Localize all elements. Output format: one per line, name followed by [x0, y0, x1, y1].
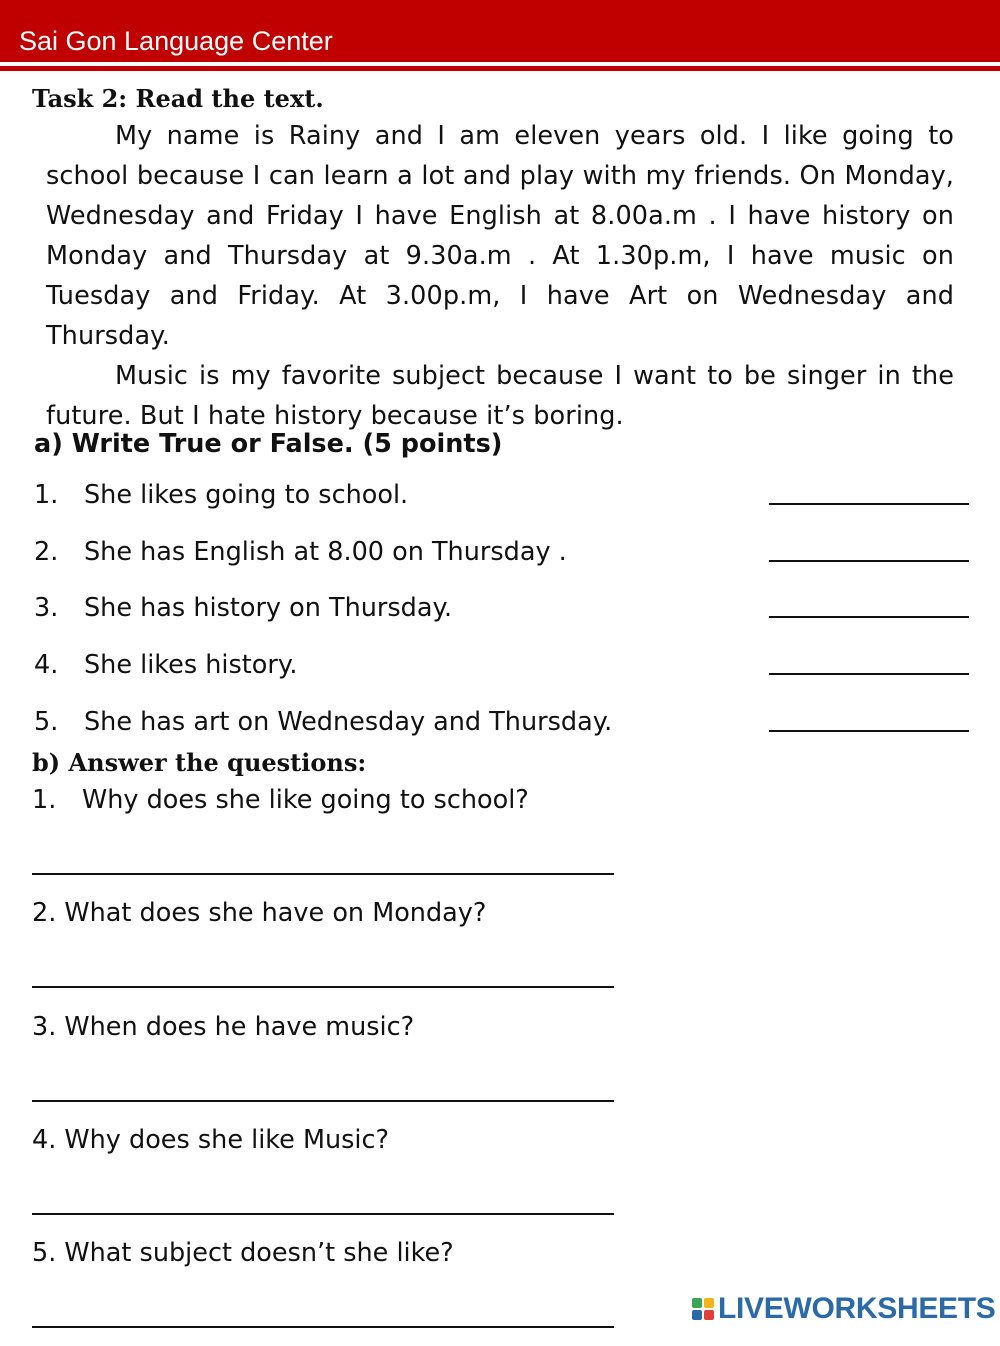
item-number: 1. [34, 480, 59, 510]
question-item [0, 1233, 1000, 1346]
answer-line[interactable] [32, 1100, 614, 1102]
question-text [32, 1233, 454, 1273]
question-label: 5. What subject doesn’t she like? [32, 1238, 454, 1269]
passage-paragraph: Music is my favorite subject because I want to be singer in the future. But I hate history because it’s boring. [46, 361, 954, 431]
question-text [32, 780, 529, 820]
part-a-title: a) Write True or False. (5 points) [34, 429, 503, 459]
statement-text: She has history on Thursday. [84, 593, 453, 624]
true-false-item [0, 588, 1000, 645]
logo-square [692, 1310, 702, 1320]
logo-square [704, 1310, 714, 1320]
true-false-item [0, 645, 1000, 702]
logo-grid-icon [692, 1298, 714, 1320]
logo-square [704, 1298, 714, 1308]
question-label: Why does she like going to school? [82, 785, 529, 815]
header-divider [0, 66, 1000, 71]
answer-blank[interactable] [769, 503, 969, 505]
header-bar [0, 0, 1000, 62]
item-number: 4. [34, 650, 59, 681]
item-number: 5. [34, 706, 59, 737]
answer-blank[interactable] [769, 730, 969, 732]
task-title: Task 2: Read the text. [32, 84, 324, 113]
question-text [32, 1007, 414, 1047]
header-title: Sai Gon Language Center [19, 26, 333, 56]
item-number: 2. [34, 536, 59, 567]
answer-line[interactable] [32, 873, 614, 875]
answer-blank[interactable] [769, 560, 969, 562]
question-text [32, 1120, 389, 1160]
answer-line[interactable] [32, 1326, 614, 1328]
question-list [0, 780, 1000, 1346]
answer-line[interactable] [32, 986, 614, 988]
question-item [0, 780, 1000, 893]
statement-text: She likes going to school. [84, 480, 409, 510]
part-b-title: b) Answer the questions: [32, 748, 367, 777]
question-number: 1. [32, 785, 57, 815]
statement-text: She has English at 8.00 on Thursday . [84, 536, 567, 567]
question-item [0, 893, 1000, 1006]
logo-square [692, 1298, 702, 1308]
answer-blank[interactable] [769, 616, 969, 618]
question-label: 2. What does she have on Monday? [32, 898, 487, 929]
statement-text: She has art on Wednesday and Thursday. [84, 706, 613, 737]
question-label: 3. When does he have music? [32, 1011, 415, 1042]
answer-line[interactable] [32, 1213, 614, 1215]
true-false-item [0, 532, 1000, 589]
logo-text: LIVEWORKSHEETS [718, 1292, 996, 1325]
question-label: 4. Why does she like Music? [32, 1124, 390, 1155]
true-false-list [0, 475, 1000, 758]
question-item [0, 1120, 1000, 1233]
reading-passage [46, 116, 954, 436]
answer-blank[interactable] [769, 673, 969, 675]
question-text [32, 893, 486, 933]
question-item [0, 1007, 1000, 1120]
passage-paragraph: My name is Rainy and I am eleven years old. I like going to school because I can learn a lot and play with my friends. On Monday, Wednesday and Friday I have English at 8.00a.m . I have history on Monday and Thursday at 9.30a.m . At 1.30p.m, I have music on Tuesday and Friday. At 3.00p.m, I have Art on Wednesday and Thursday. [46, 121, 954, 351]
true-false-item [0, 475, 1000, 532]
statement-text: She likes history. [84, 650, 298, 681]
item-number: 3. [34, 593, 59, 624]
liveworksheets-logo [692, 1292, 996, 1326]
